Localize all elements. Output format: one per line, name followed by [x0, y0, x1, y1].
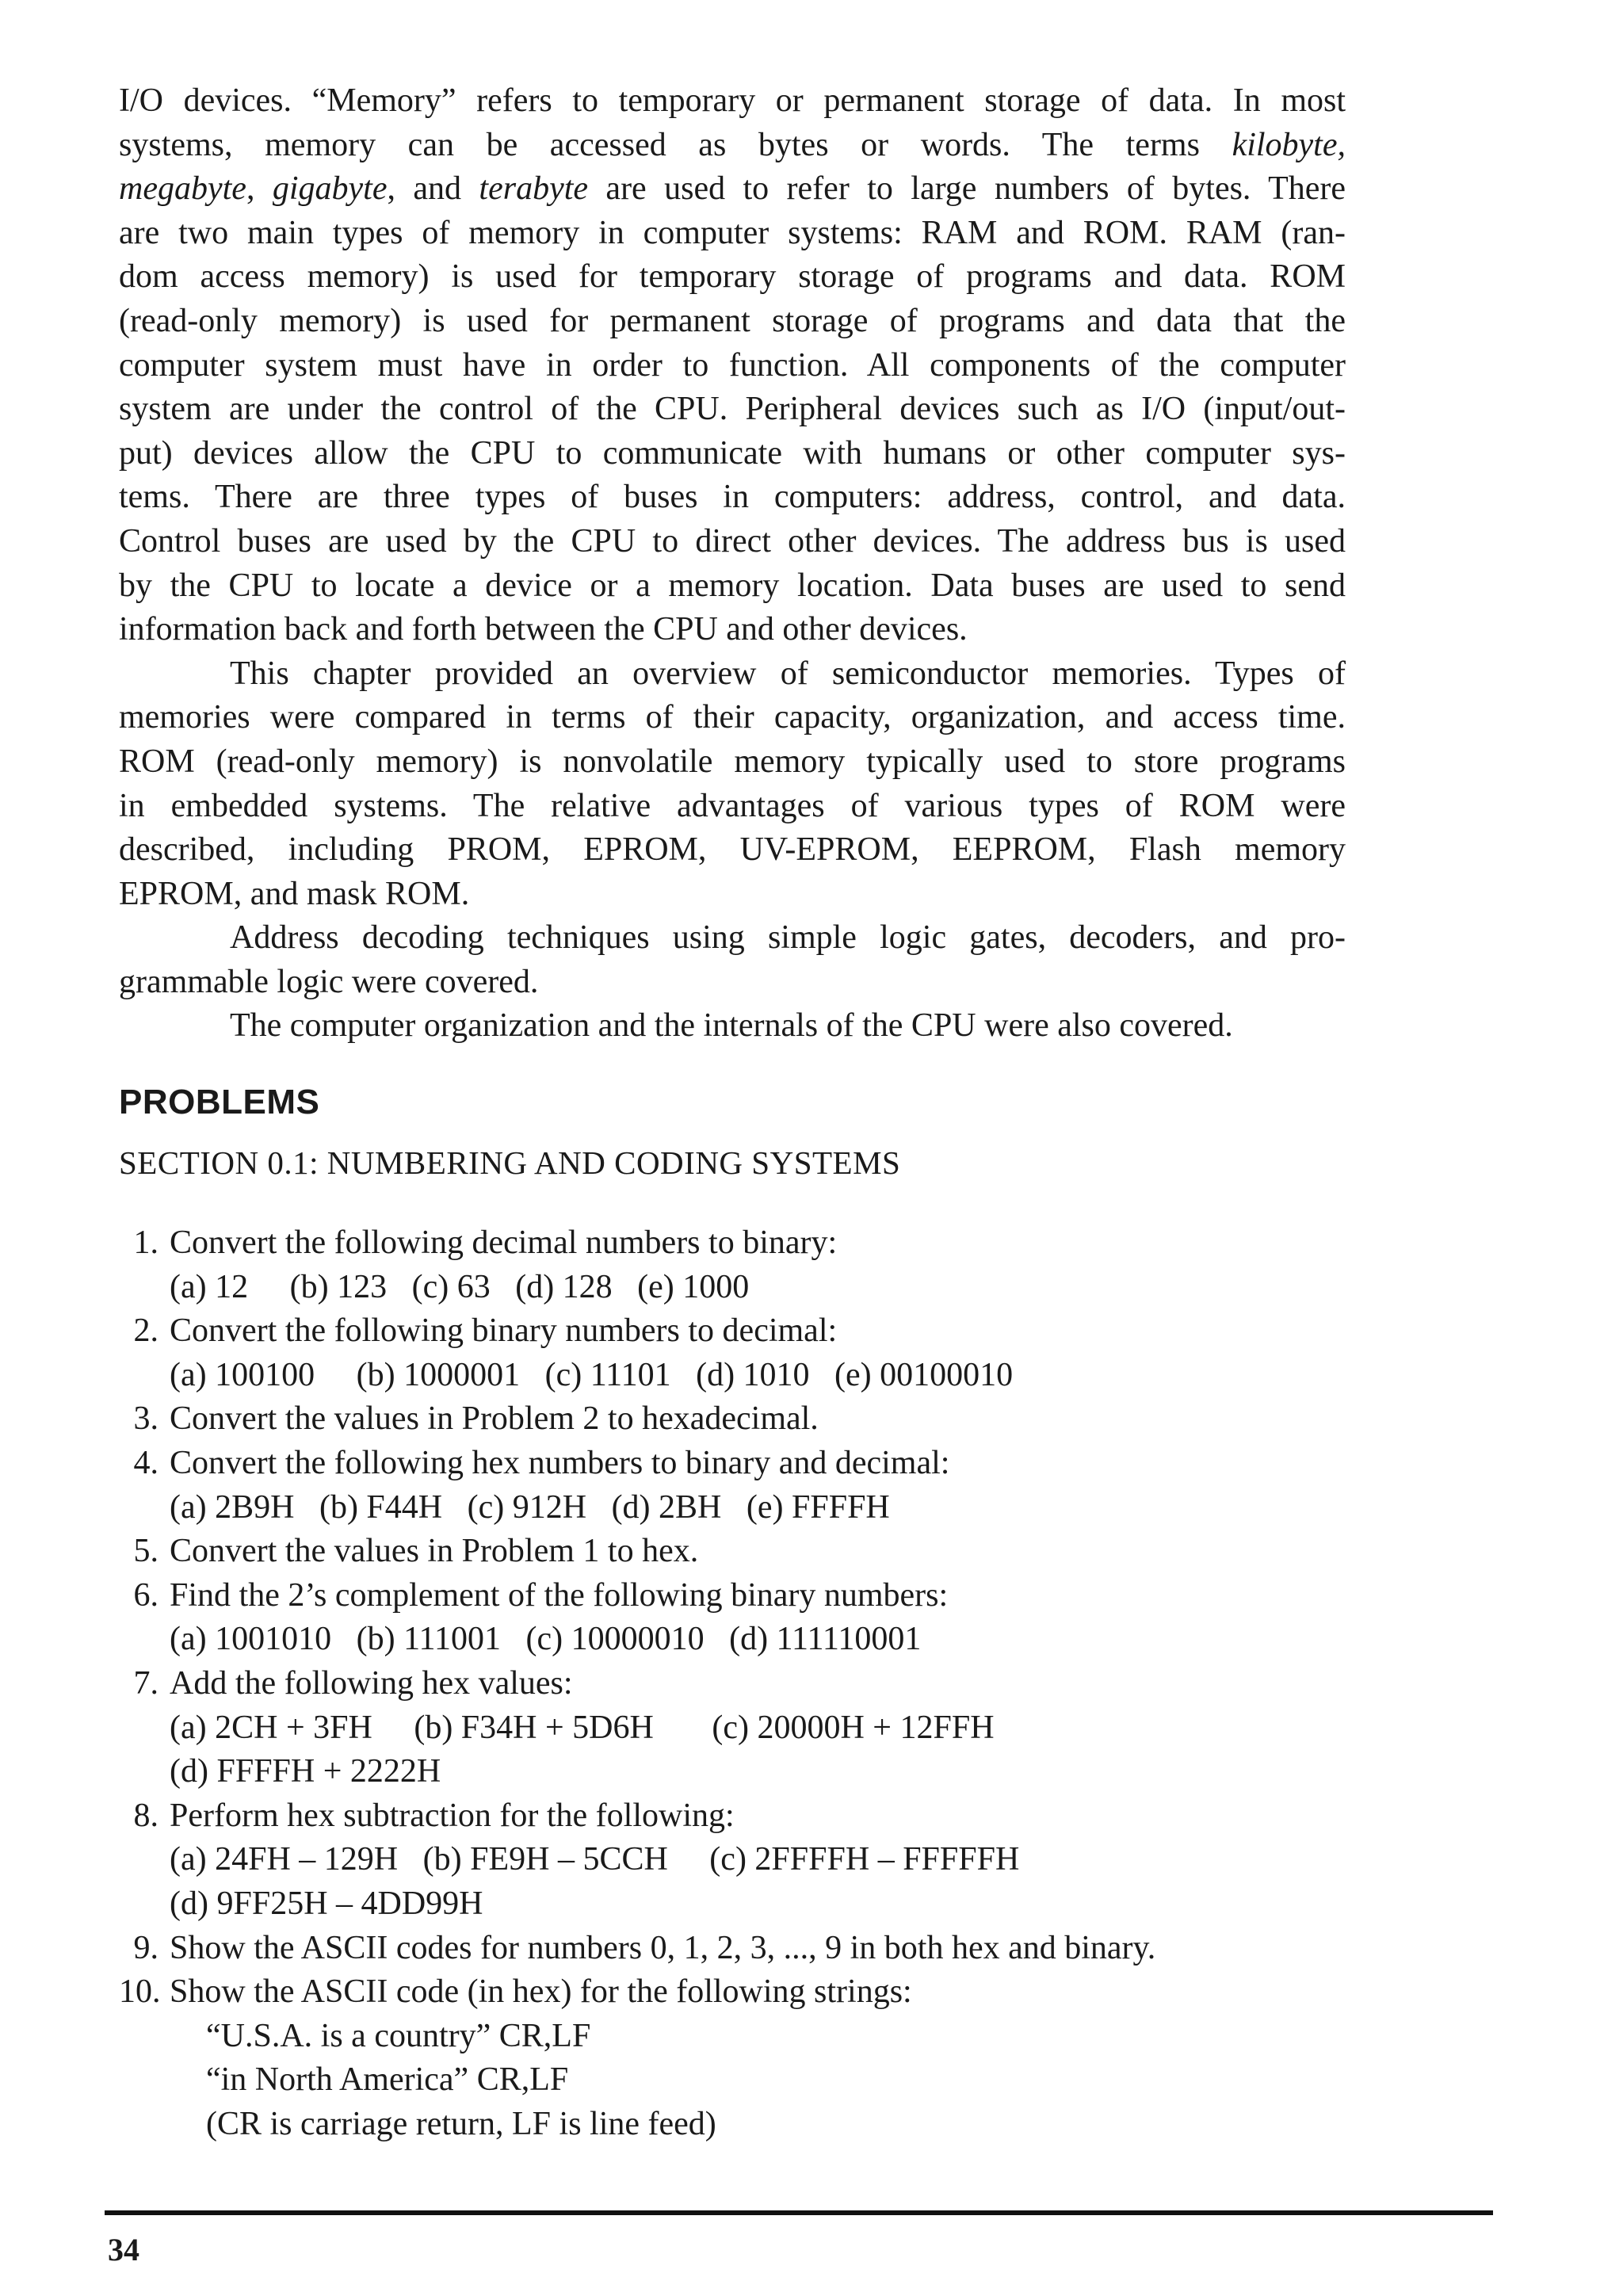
problem-item: [119, 1442, 1346, 1530]
problem-item: [119, 1221, 1346, 1309]
problem-number: 2.: [133, 1312, 158, 1350]
problem-subparts: (a) 2CH + 3FH (b) F34H + 5D6H (c) 20000H + 12FFH: [170, 1709, 995, 1746]
problem-text: Show the ASCII code (in hex) for the following strings:: [170, 1973, 912, 2011]
footer-rule: [105, 2210, 1493, 2215]
problems-heading: PROBLEMS: [119, 1083, 320, 1122]
problem-item: [119, 1530, 1346, 1574]
text-line: This chapter provided an overview of semiconductor memories. Types of: [230, 655, 1346, 692]
text-line: memories were compared in terms of their capacity, organization, and access time.: [119, 699, 1346, 736]
text-line: dom access memory) is used for temporary storage of programs and data. ROM: [119, 258, 1346, 296]
problem-number: 8.: [133, 1797, 158, 1834]
problem-subparts: (a) 1001010 (b) 111001 (c) 10000010 (d) 111110001: [170, 1621, 922, 1658]
problem-number: 5.: [133, 1533, 158, 1570]
problem-number: 7.: [133, 1665, 158, 1702]
text-fragment: , and: [387, 170, 479, 208]
problem-subparts: (a) 2B9H (b) F44H (c) 912H (d) 2BH (e) FFFFH: [170, 1488, 890, 1526]
summary-paragraph-3: [119, 1004, 1346, 1049]
problem-item: [119, 1309, 1346, 1397]
text-line: Control buses are used by the CPU to direct other devices. The address bus is used: [119, 522, 1346, 560]
problem-text: Show the ASCII codes for numbers 0, 1, 2, 3, ..., 9 in both hex and binary.: [170, 1929, 1156, 1966]
problem-item: [119, 1397, 1346, 1442]
problem-number: 1.: [133, 1224, 158, 1262]
text-line: are two main types of memory in computer systems: RAM and ROM. RAM (ran-: [119, 214, 1346, 251]
problem-subparts: (a) 12 (b) 123 (c) 63 (d) 128 (e) 1000: [170, 1268, 750, 1305]
text-line: in embedded systems. The relative advantages of various types of ROM were: [119, 787, 1346, 824]
problem-item: [119, 1970, 1346, 2146]
text-line: described, including PROM, EPROM, UV-EPROM, EEPROM, Flash memory: [119, 831, 1346, 869]
problem-text: Convert the values in Problem 2 to hexadecimal.: [170, 1400, 819, 1438]
problem-subparts: (CR is carriage return, LF is line feed): [206, 2105, 716, 2142]
text-line: EPROM, and mask ROM.: [119, 875, 470, 912]
text-line: The computer organization and the internals of the CPU were also covered.: [230, 1007, 1233, 1045]
text-fragment: are used to refer to large numbers of bytes. There: [588, 170, 1346, 208]
text-fragment: systems, memory can be accessed as bytes or words. The terms: [119, 126, 1232, 163]
italic-term-gigabyte: gigabyte: [272, 170, 388, 208]
text-line: (read-only memory) is used for permanent storage of programs and data that the: [119, 302, 1346, 339]
text-line: system are under the control of the CPU. Peripheral devices such as I/O (input/out-: [119, 391, 1346, 428]
problem-number: 10.: [119, 1973, 161, 2011]
intro-paragraph: [119, 79, 1346, 652]
text-line: I/O devices. “Memory” refers to temporary or permanent storage of data. In most: [119, 82, 1346, 119]
problem-number: 9.: [133, 1929, 158, 1966]
problem-text: Find the 2’s complement of the following binary numbers:: [170, 1576, 949, 1614]
text-line: computer system must have in order to function. All components of the computer: [119, 346, 1346, 384]
italic-term-kilobyte: kilobyte,: [1232, 126, 1346, 163]
summary-paragraph-1: [119, 652, 1346, 917]
problem-number: 3.: [133, 1400, 158, 1438]
problem-item: [119, 1927, 1346, 1971]
text-fragment: ,: [246, 170, 273, 208]
problem-subparts: (a) 24FH – 129H (b) FE9H – 5CCH (c) 2FFFFH – FFFFFH: [170, 1841, 1020, 1878]
problem-subparts: (d) 9FF25H – 4DD99H: [170, 1885, 483, 1922]
text-line: by the CPU to locate a device or a memory location. Data buses are used to send: [119, 567, 1346, 604]
problem-number: 4.: [133, 1445, 158, 1482]
problem-item: [119, 1794, 1346, 1927]
text-line: grammable logic were covered.: [119, 963, 539, 1000]
problem-text: Convert the values in Problem 1 to hex.: [170, 1533, 699, 1570]
page-number: 34: [108, 2232, 139, 2267]
problem-list: [119, 1221, 1346, 2146]
text-line: information back and forth between the CPU and other devices.: [119, 611, 968, 648]
problem-subparts: “in North America” CR,LF: [206, 2061, 569, 2099]
problem-item: [119, 1662, 1346, 1794]
problem-subparts: (d) FFFFH + 2222H: [170, 1753, 441, 1790]
page-content: [119, 79, 1346, 2147]
problem-item: [119, 1574, 1346, 1662]
text-line: [119, 167, 1346, 212]
problem-text: Perform hex subtraction for the following:: [170, 1797, 735, 1834]
problem-text: Add the following hex values:: [170, 1665, 573, 1702]
italic-term-terabyte: terabyte: [479, 170, 589, 208]
problem-text: Convert the following hex numbers to binary and decimal:: [170, 1445, 950, 1482]
section-title: SECTION 0.1: NUMBERING AND CODING SYSTEMS: [119, 1144, 901, 1182]
problem-number: 6.: [133, 1576, 158, 1614]
text-line: Address decoding techniques using simple logic gates, decoders, and pro-: [230, 919, 1346, 957]
text-line: [119, 124, 1346, 168]
text-line: put) devices allow the CPU to communicate with humans or other computer sys-: [119, 434, 1346, 472]
problem-subparts: (a) 100100 (b) 1000001 (c) 11101 (d) 1010 (e) 00100010: [170, 1356, 1014, 1393]
summary-paragraph-2: [119, 916, 1346, 1004]
problem-subparts: “U.S.A. is a country” CR,LF: [206, 2017, 591, 2054]
problem-text: Convert the following decimal numbers to binary:: [170, 1224, 838, 1262]
italic-term-megabyte: megabyte: [119, 170, 246, 208]
text-line: tems. There are three types of buses in computers: address, control, and data.: [119, 479, 1346, 516]
text-line: ROM (read-only memory) is nonvolatile memory typically used to store programs: [119, 743, 1346, 780]
problem-text: Convert the following binary numbers to decimal:: [170, 1312, 838, 1350]
